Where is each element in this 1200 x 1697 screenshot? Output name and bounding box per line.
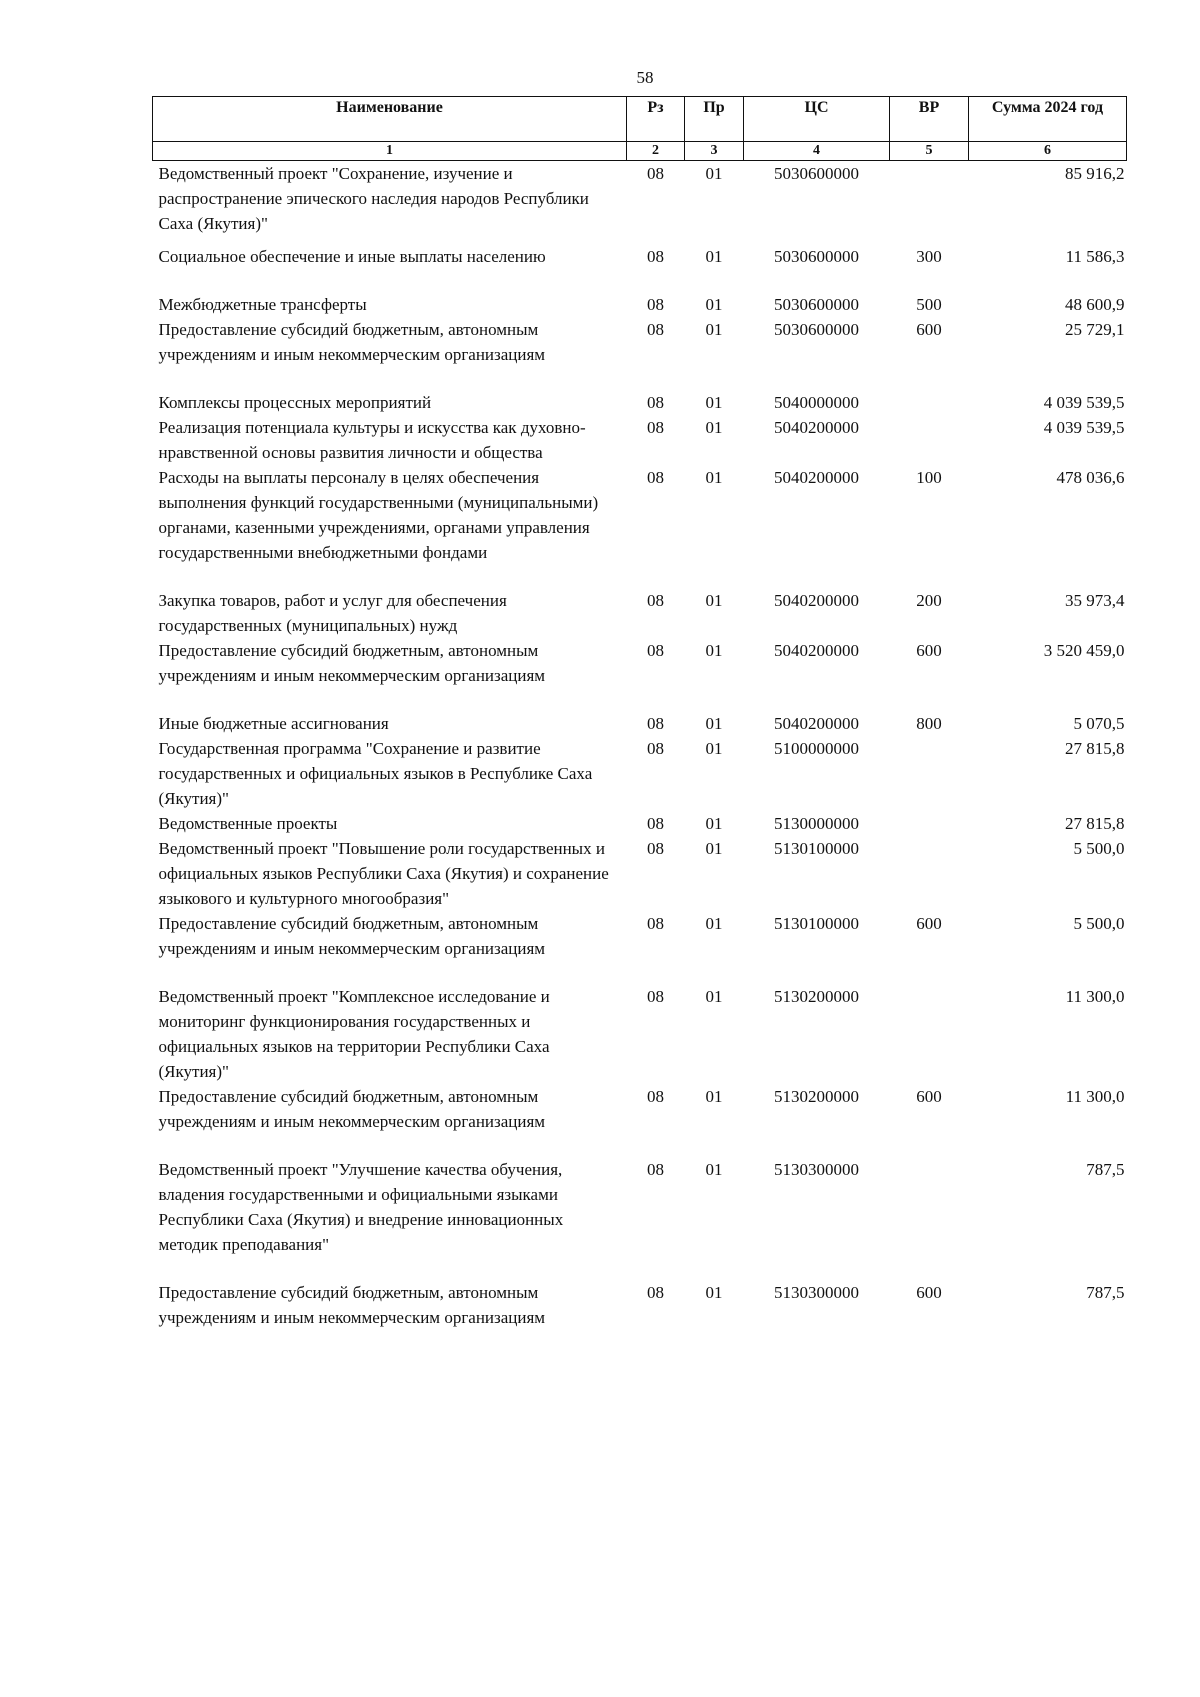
table-header — [153, 97, 1127, 161]
cell-pr: 01 — [705, 418, 723, 437]
cell-cs: 5040000000 — [774, 393, 859, 412]
cell-vr — [890, 836, 969, 911]
table-row — [153, 638, 1127, 711]
table-row — [153, 465, 1127, 588]
cell-cs: 5040200000 — [774, 418, 859, 437]
cell-rz: 08 — [647, 295, 664, 314]
column-number: 5 — [890, 142, 969, 161]
table-row — [153, 736, 1127, 811]
cell-sum: 478 036,6 — [1056, 468, 1125, 487]
cell-cs: 5030600000 — [774, 247, 859, 266]
cell-pr: 01 — [705, 641, 723, 660]
cell-name: Предоставление субсидий бюджетным, автономным учреждениям и иным некоммерческим организациям — [158, 1087, 546, 1131]
table-row — [153, 711, 1127, 736]
cell-pr: 01 — [705, 247, 723, 266]
cell-vr: 500 — [916, 295, 942, 314]
table-row — [153, 984, 1127, 1084]
cell-cs: 5040200000 — [774, 468, 859, 487]
cell-sum: 4 039 539,5 — [1043, 393, 1125, 412]
cell-pr: 01 — [705, 164, 723, 183]
cell-rz: 08 — [647, 987, 664, 1006]
cell-name: Расходы на выплаты персоналу в целях обеспечения выполнения функций государственными (муниципальными) органами, казенными учреждениями, органами управления государственными внебюджетными фондами — [158, 468, 599, 562]
table-row — [153, 811, 1127, 836]
cell-rz: 08 — [647, 739, 664, 758]
cell-cs: 5130000000 — [774, 814, 859, 833]
cell-name: Комплексы процессных мероприятий — [158, 393, 432, 412]
cell-sum: 5 500,0 — [1073, 914, 1125, 933]
cell-pr: 01 — [705, 814, 723, 833]
column-number: 2 — [627, 142, 685, 161]
header-cs: ЦС — [744, 97, 890, 142]
cell-vr: 200 — [916, 591, 942, 610]
cell-pr: 01 — [705, 1283, 723, 1302]
cell-rz: 08 — [647, 1160, 664, 1179]
header-name: Наименование — [153, 97, 627, 142]
cell-vr: 600 — [916, 1283, 942, 1302]
cell-rz: 08 — [647, 418, 664, 437]
cell-vr: 600 — [916, 914, 942, 933]
cell-name: Предоставление субсидий бюджетным, автономным учреждениям и иным некоммерческим организациям — [158, 914, 546, 958]
cell-rz: 08 — [647, 914, 664, 933]
cell-pr: 01 — [705, 914, 723, 933]
cell-pr: 01 — [705, 1087, 723, 1106]
cell-name: Ведомственный проект "Комплексное исследование и мониторинг функционирования государственных и официальных языков на территории Республики Саха (Якутия)" — [158, 987, 550, 1081]
cell-rz: 08 — [647, 641, 664, 660]
table-row — [153, 317, 1127, 390]
table-row — [153, 292, 1127, 317]
cell-sum: 3 520 459,0 — [1043, 641, 1125, 660]
cell-name: Ведомственный проект "Улучшение качества обучения, владения государственными и официальными языками Республики Саха (Якутия) и внедрение инновационных методик преподавания" — [158, 1160, 564, 1254]
column-number: 3 — [685, 142, 744, 161]
cell-sum: 11 300,0 — [1065, 987, 1125, 1006]
cell-pr: 01 — [705, 987, 723, 1006]
cell-pr: 01 — [705, 739, 723, 758]
cell-rz: 08 — [647, 1087, 664, 1106]
cell-vr: 800 — [916, 714, 942, 733]
cell-vr: 100 — [916, 468, 942, 487]
cell-vr — [890, 161, 969, 245]
header-pr: Пр — [685, 97, 744, 142]
table-row — [153, 836, 1127, 911]
cell-rz: 08 — [647, 839, 664, 858]
cell-sum: 48 600,9 — [1065, 295, 1125, 314]
cell-cs: 5040200000 — [774, 641, 859, 660]
cell-vr — [890, 1157, 969, 1280]
cell-name: Иные бюджетные ассигнования — [158, 714, 389, 733]
cell-rz: 08 — [647, 247, 664, 266]
cell-name: Ведомственный проект "Повышение роли государственных и официальных языков Республики Саха (Якутия) и сохранение языкового и культурного многообразия" — [158, 839, 609, 908]
page-number: 58 — [636, 68, 654, 87]
cell-rz: 08 — [647, 1283, 664, 1302]
cell-cs: 5130100000 — [774, 914, 859, 933]
cell-cs: 5130300000 — [774, 1283, 859, 1302]
cell-cs: 5040200000 — [774, 714, 859, 733]
cell-name: Ведомственный проект "Сохранение, изучение и распространение эпического наследия народов Республики Саха (Якутия)" — [158, 164, 589, 233]
cell-vr — [890, 390, 969, 415]
cell-sum: 27 815,8 — [1065, 814, 1125, 833]
cell-rz: 08 — [647, 468, 664, 487]
table-body — [153, 161, 1127, 1331]
cell-pr: 01 — [705, 1160, 723, 1179]
cell-name: Государственная программа "Сохранение и развитие государственных и официальных языков в Республике Саха (Якутия)" — [158, 739, 593, 808]
cell-vr: 600 — [916, 641, 942, 660]
cell-cs: 5040200000 — [774, 591, 859, 610]
cell-name: Реализация потенциала культуры и искусства как духовно-нравственной основы развития личности и общества — [158, 418, 586, 462]
header-sum: Сумма 2024 год — [969, 97, 1127, 142]
cell-name: Межбюджетные трансферты — [158, 295, 367, 314]
cell-cs: 5130200000 — [774, 987, 859, 1006]
cell-sum: 5 070,5 — [1073, 714, 1125, 733]
cell-rz: 08 — [647, 393, 664, 412]
cell-cs: 5100000000 — [774, 739, 859, 758]
cell-rz: 08 — [647, 591, 664, 610]
cell-cs: 5130200000 — [774, 1087, 859, 1106]
cell-pr: 01 — [705, 295, 723, 314]
cell-pr: 01 — [705, 468, 723, 487]
cell-cs: 5030600000 — [774, 295, 859, 314]
cell-name: Социальное обеспечение и иные выплаты населению — [158, 247, 546, 266]
column-number: 6 — [969, 142, 1127, 161]
table-row — [153, 588, 1127, 638]
cell-vr: 300 — [916, 247, 942, 266]
cell-vr: 600 — [916, 1087, 942, 1106]
cell-pr: 01 — [705, 393, 723, 412]
table-row — [153, 161, 1127, 245]
cell-sum: 5 500,0 — [1073, 839, 1125, 858]
cell-name: Предоставление субсидий бюджетным, автономным учреждениям и иным некоммерческим организациям — [158, 1283, 546, 1327]
cell-rz: 08 — [647, 320, 664, 339]
cell-name: Предоставление субсидий бюджетным, автономным учреждениям и иным некоммерческим организациям — [158, 320, 546, 364]
cell-vr — [890, 415, 969, 465]
cell-name: Ведомственные проекты — [158, 814, 338, 833]
column-number: 1 — [153, 142, 627, 161]
cell-vr — [890, 984, 969, 1084]
cell-sum: 787,5 — [1086, 1160, 1125, 1179]
cell-sum: 4 039 539,5 — [1043, 418, 1125, 437]
column-number: 4 — [744, 142, 890, 161]
cell-pr: 01 — [705, 839, 723, 858]
cell-rz: 08 — [647, 714, 664, 733]
column-number-row — [153, 142, 1127, 161]
cell-sum: 11 300,0 — [1065, 1087, 1125, 1106]
cell-sum: 85 916,2 — [1065, 164, 1125, 183]
table-row — [153, 390, 1127, 415]
cell-sum: 11 586,3 — [1065, 247, 1125, 266]
table-row — [153, 1280, 1127, 1330]
cell-cs: 5030600000 — [774, 164, 859, 183]
cell-vr: 600 — [916, 320, 942, 339]
cell-name: Закупка товаров, работ и услуг для обеспечения государственных (муниципальных) нужд — [158, 591, 507, 635]
cell-cs: 5130100000 — [774, 839, 859, 858]
cell-sum: 787,5 — [1086, 1283, 1125, 1302]
table-row — [153, 244, 1127, 292]
cell-rz: 08 — [647, 814, 664, 833]
cell-pr: 01 — [705, 714, 723, 733]
budget-table — [152, 96, 1127, 1330]
cell-vr — [890, 736, 969, 811]
cell-cs: 5130300000 — [774, 1160, 859, 1179]
cell-sum: 25 729,1 — [1065, 320, 1125, 339]
cell-cs: 5030600000 — [774, 320, 859, 339]
header-vr: ВР — [890, 97, 969, 142]
cell-pr: 01 — [705, 591, 723, 610]
cell-sum: 27 815,8 — [1065, 739, 1125, 758]
table-row — [153, 1084, 1127, 1157]
table-row — [153, 1157, 1127, 1280]
cell-sum: 35 973,4 — [1065, 591, 1125, 610]
cell-vr — [890, 811, 969, 836]
cell-rz: 08 — [647, 164, 664, 183]
cell-name: Предоставление субсидий бюджетным, автономным учреждениям и иным некоммерческим организациям — [158, 641, 546, 685]
cell-pr: 01 — [705, 320, 723, 339]
header-rz: Рз — [627, 97, 685, 142]
table-row — [153, 415, 1127, 465]
table-row — [153, 911, 1127, 984]
header-row — [153, 97, 1127, 142]
